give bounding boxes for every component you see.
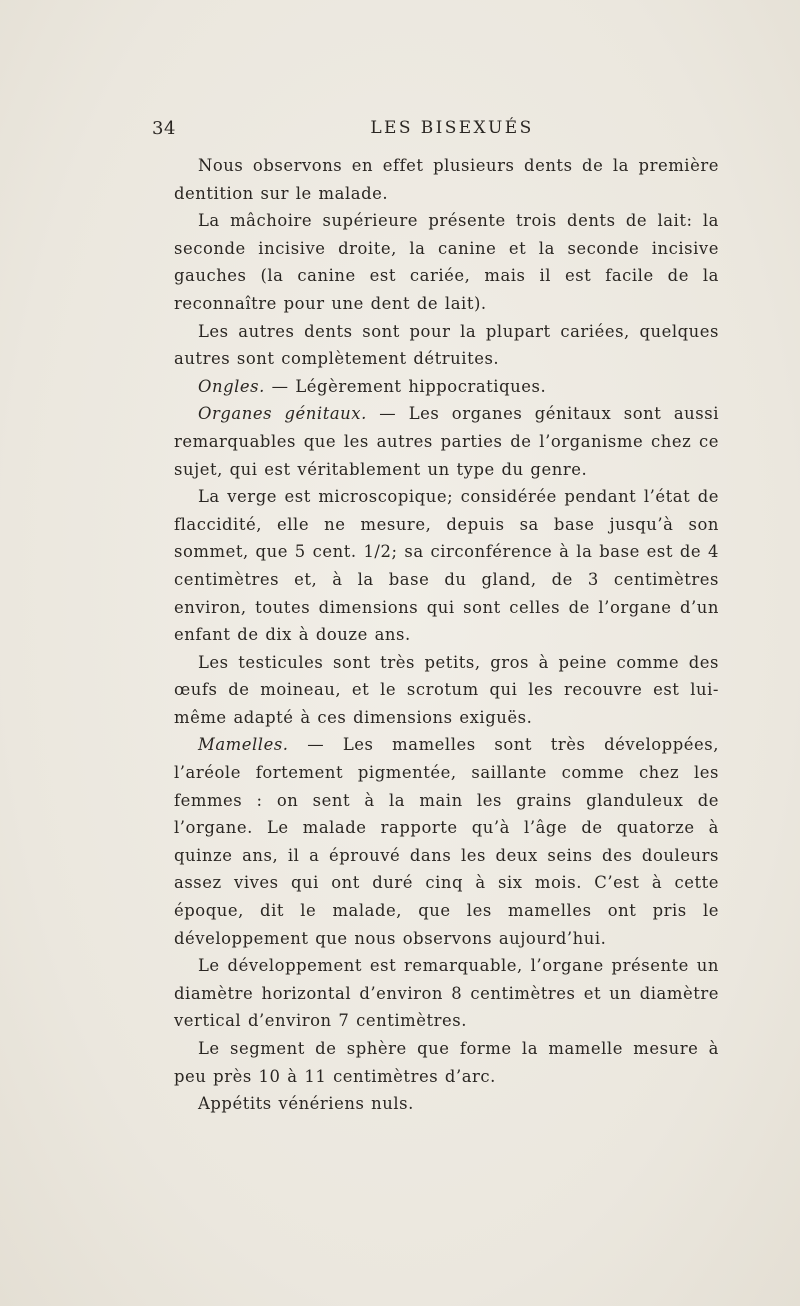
paragraph: [174, 400, 719, 483]
paragraph: [174, 952, 719, 1035]
paragraph: [174, 649, 719, 732]
paragraph-text: La mâchoire supérieure présente trois dents de lait: la seconde incisive droite, la canine et la seconde incisive gauches (la canine est cariée, mais il est facile de la reconnaître pour une dent de lait).: [174, 211, 719, 313]
paragraph: [174, 1035, 719, 1090]
body-text: [174, 152, 719, 1118]
paragraph-text: Le segment de sphère que forme la mamelle mesure à peu près 10 à 11 centimètres d’arc.: [174, 1039, 719, 1086]
paragraph: [174, 152, 719, 207]
section-lead: Organes génitaux.: [198, 404, 367, 424]
paragraph-text: La verge est microscopique; considérée pendant l’état de flaccidité, elle ne mesure, depuis sa base jusqu’à son sommet, que 5 cent. 1/2; sa circonférence à la base est de 4 centimètres et, à la base du gland, de 3 centimètres environ, toutes dimensions qui sont celles de l’organe d’un enfant de dix à douze ans.: [174, 487, 719, 645]
paragraph-text: Les autres dents sont pour la plupart cariées, quelques autres sont complètement détruites.: [174, 321, 719, 369]
paragraph-text: — Légèrement hippocratiques.: [264, 376, 547, 396]
paragraph-text: Appétits vénériens nuls.: [198, 1094, 414, 1114]
paragraph-text: — Les organes génitaux sont aussi remarquables que les autres parties de l’organisme chez ce sujet, qui est véritablement un type du genre.: [174, 404, 719, 479]
paragraph: [174, 483, 719, 649]
paragraph: [174, 318, 719, 373]
running-title: LES BISEXUÉS: [370, 118, 534, 138]
paragraph: [174, 207, 719, 317]
running-head: [152, 118, 712, 144]
section-lead: Ongles.: [198, 376, 265, 396]
paragraph-text: — Les mamelles sont très développées, l’aréole fortement pigmentée, saillante comme chez les femmes : on sent à la main les grains glanduleux de l’organe. Le malade rapporte qu’à l’âge de quatorze à quinze ans, il a éprouvé dans les deux seins des douleurs assez vives qui ont duré cinq à six mois. C’est à cette époque, dit le malade, que les mamelles ont pris le développement que nous observons aujourd’hui.: [174, 735, 719, 948]
paragraph: [174, 1090, 719, 1118]
paragraph: [174, 731, 719, 952]
paragraph-text: Le développement est remarquable, l’organe présente un diamètre horizontal d’environ 8 centimètres et un diamètre vertical d’environ 7 centimètres.: [174, 956, 719, 1031]
paragraph-text: Nous observons en effet plusieurs dents de la première dentition sur le malade.: [174, 156, 719, 203]
page-number: 34: [152, 118, 176, 139]
paragraph: [174, 373, 719, 401]
section-lead: Mamelles.: [198, 735, 289, 755]
paragraph-text: Les testicules sont très petits, gros à peine comme des œufs de moineau, et le scrotum qui les recouvre est lui-même adapté à ces dimensions exiguës.: [174, 652, 719, 727]
